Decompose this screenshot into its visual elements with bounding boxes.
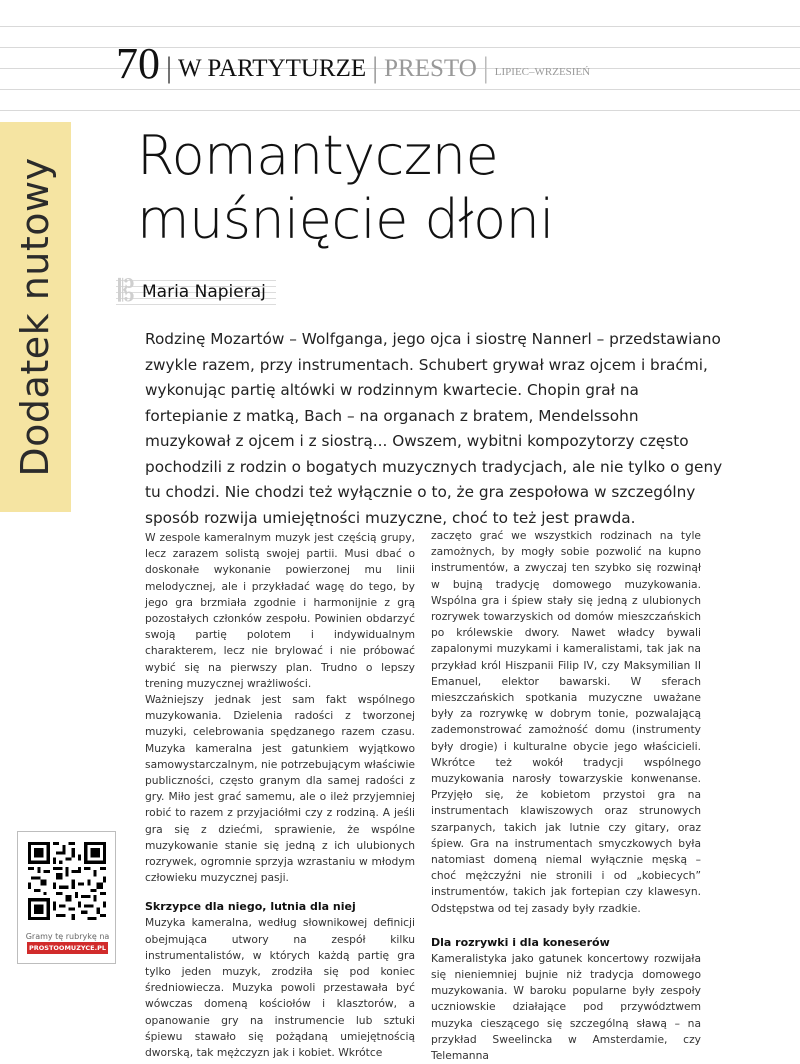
article-column-left (145, 530, 415, 1061)
page-header (116, 39, 591, 88)
header-divider: | (166, 51, 173, 84)
page-number: 70 (116, 39, 160, 88)
article-lead: Rodzinę Mozartów – Wolfganga, jego ojca i siostrę Nannerl – przedstawiano zwykle razem, przy instrumentach. Schubert grywał wraz ojcem i braćmi, wykonując partię altówki w rodzinnym kwartecie. Chopin grał na fortepianie z matką, Bach – na organach z bratem, Mendelssohn muzykował z ojcem i z siostrą... Owszem, wybitni kompozytorzy często pochodzili z rodzin o bogatych muzycznych tradycjach, ale nie tylko o geny tu chodzi. Nie chodzi też wyłącznie o to, że gra zespołowa w szczególny sposób rozwija umiejętności muzyczne, choć to też jest prawda. (145, 330, 723, 527)
body-paragraph: zaczęto grać we wszystkich rodzinach na tyle zamożnych, by mogły sobie pozwolić na kupno instrumentów, a zwyczaj ten szybko się rozwinął w bujną tradycję domowego muzykowania. Wspólna gra i śpiew stały się jedną z ulubionych rozrywek towarzyskich od domów mieszczańskich po królewskie dwory. Nawet władcy bywali zapalonymi muzykami i kameralistami, tak jak na przykład król Hiszpanii Filip IV, czy Maksymilian II Emanuel, elektor bawarski. W sferach mieszczańskich spotkania muzyczne uważane były za rozrywkę w dobrym tonie, pozwalającą zademonstrować zamożność domu (instrumenty były drogie) i kulturalne obycie jego właścicieli. Wkrótce też wokół tradycji wspólnego muzykowania narosły towarzyskie konwenanse. Przyjęło się, że kobietom przystoi gra na instrumentach klawiszowych oraz strunowych szarpanych, takich jak lutnie czy gitary, oraz śpiew. Gra na instrumentach smyczkowych była natomiast domeną niemal wyłącznie męską – choć mężczyźni nie stronili i od „kobiecych” instrumentów, takich jak fortepian czy klawesyn. Odstępstwa od tej zasady były rzadkie. (431, 529, 701, 915)
magazine-name: PRESTO (384, 55, 477, 82)
side-section-tab (0, 122, 71, 512)
body-paragraph: Kameralistyka jako gatunek koncertowy rozwijała się nieniemniej bujnie niż tradycja domowego muzykowania. W baroku popularne były zespoły uczniowskie działające pod przywództwem muzyka cieszącego się szczególną sławą – na przykład Sweelincka w Amsterdamie, czy Telemanna (431, 951, 701, 1063)
issue-date: LIPIEC–WRZESIEŃ (494, 66, 591, 78)
qr-caption-text: Gramy tę rubrykę na (25, 932, 110, 941)
subheading: Dla rozrywki i dla koneserów (431, 935, 610, 949)
title-line-2: muśnięcie dłoni (137, 188, 554, 251)
article-title (137, 124, 737, 252)
body-paragraph: W zespole kameralnym muzyk jest częścią grupy, lecz zarazem solistą swojej partii. Musi dbać o doskonałe wykonanie powierzonej mu linii melodycznej, ale i przykładać wagę do tego, by jego gra brzmiała zgodnie i harmonijnie z grą pozostałych członków zespołu. Powinien obdarzyć swoją partię polotem i indywidualnym charakterem, lecz nie brylować i nie próbować wybić się na pierwszy plan. Trudno o lepszy trening muzycznej wrażliwości. (145, 531, 415, 690)
title-line-1: Romantyczne (137, 124, 499, 187)
header-divider: | (372, 51, 379, 84)
qr-code-icon[interactable] (28, 842, 106, 920)
side-tab-label: Dodatek nutowy (13, 157, 57, 477)
article-author: Maria Napieraj (142, 282, 266, 302)
alto-clef-icon: 𝄡 (118, 274, 135, 309)
article-column-right (431, 528, 701, 1064)
header-divider: | (482, 51, 489, 84)
section-name: W PARTYTURZE (178, 55, 367, 82)
qr-promo-box[interactable] (17, 831, 116, 964)
promo-brand-badge[interactable]: PROSTOOMUZYCE.PL (29, 944, 106, 952)
body-paragraph: Ważniejszy jednak jest sam fakt wspólnego muzykowania. Dzielenia radości z tworzonej muzyki, celebrowania spędzanego razem czasu. Muzyka kameralna jest gatunkiem wyjątkowo samowystarczalnym, nie potrzebującym właściwie publiczności, często granym dla samej radości z gry. Miło jest grać samemu, ale o ileż przyjemniej robić to razem z przyjaciółmi czy z rodziną. A jeśli gra się z dziećmi, sprawienie, że wspólne muzykowanie stanie się jedną z ich ulubionych rozrywek, ogromnie sprzyja wzrastaniu w młodym człowieku muzycznej pasji. (145, 693, 415, 885)
qr-caption (18, 932, 117, 954)
subheading: Skrzypce dla niego, lutnia dla niej (145, 900, 356, 914)
body-paragraph: Muzyka kameralna, według słownikowej definicji obejmująca utwory na zespół kilku instrumentalistów, w których każdą partię gra tylko jeden muzyk, zrodziła się pod koniec średniowiecza. Muzyka powoli przestawała być wówczas domeną kościołów i klasztorów, a opanowanie gry na instrumencie lub sztuki śpiewu stawało się pożądaną umiejętnością dworską, tak mężczyzn jak i kobiet. Wkrótce (145, 916, 415, 1060)
